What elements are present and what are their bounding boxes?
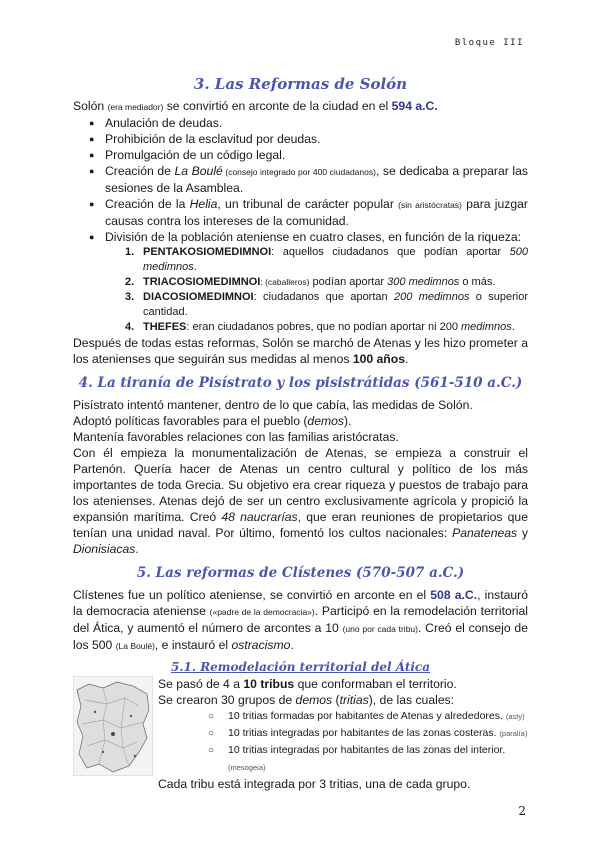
subsection-line: Se crearon 30 grupos de demos (tritias), de las cuales: (158, 693, 455, 707)
section-4-paragraph: Con él empieza la monumentalización de Atenas, se empieza a construir el Partenón. Quería hacer de Atenas un centro cultural y político de los más importantes de toda Grecia. Su objetivo era crear riqueza y puestos de trabajo para los atenienses. Atenas dejó de ser un centro exclusivamente agrícola y propició la expansión marítima. Creó 48 naucrarías, que eran reuniones de propietarios que tenían una unidad naval. Por último, fomentó los cultos nacionales: Panateneas y Dionisiacas. (73, 446, 528, 556)
section-3-outro: Después de todas estas reformas, Solón se marchó de Atenas y les hizo prometer a los atenienses que seguirán sus medidas al menos 100 años. (73, 336, 528, 366)
section-5-paragraph: Clístenes fue un político ateniense, se convirtió en arconte en el 508 a.C., instauró la democracia ateniense («padre de la democracia»). Participó en la remodelación territorial del Ática, y aumentó el número de arcontes a 10 (uno por cada tribu). Creó el consejo de los 500 (La Boulé), e instauró el ostracismo. (73, 588, 528, 652)
subsection-5-1-title: 5.1. Remodelación territorial del Ática (170, 660, 431, 674)
section-4-title: 4. La tiranía de Pisístrato y los pisistrátidas (561-510 a.C.) (78, 375, 523, 391)
subsection-5-1-body (73, 676, 528, 792)
section-4-line: Mantenía favorables relaciones con las familias aristócratas. (73, 430, 399, 444)
list-item: 1. PENTAKOSIOMEDIMNOI: aquellos ciudadanos que podían aportar 500 medimnos. (125, 246, 528, 273)
running-header: Bloque III (454, 38, 524, 48)
list-item: ● División de la población ateniense en cuatro clases, en función de la riqueza: (89, 229, 528, 245)
list-item: ○ 10 tritias formadas por habitantes de Atenas y alrededores. (asty) (208, 708, 528, 725)
list-item: ● Creación de la Helia, un tribunal de carácter popular (sin aristócratas) para juzgar causas contra los intereses de la comunidad. (89, 196, 528, 229)
page-content (73, 72, 528, 792)
list-item: ○ 10 tritias integradas por habitantes de las zonas del interior. (mesogeia) (208, 742, 528, 776)
list-item: ● Promulgación de un código legal. (89, 147, 528, 163)
list-item: ● Creación de La Boulé (consejo integrado por 400 ciudadanos), se dedicaba a preparar las sesiones de la Asamblea. (89, 163, 528, 196)
page-number: 2 (518, 804, 526, 818)
tritias-list (158, 708, 528, 776)
section-5-title: 5. Las reformas de Clístenes (570-507 a.C.) (136, 565, 465, 581)
subsection-line: Cada tribu está integrada por 3 tritias, una de cada grupo. (158, 777, 471, 791)
section-4-line: Pisístrato intentó mantener, dentro de lo que cabía, las medidas de Solón. (73, 398, 473, 412)
section-3-intro: Solón (era mediador) se convirtió en arconte de la ciudad en el 594 a.C. (73, 99, 438, 113)
section-3-title: 3. Las Reformas de Solón (193, 75, 408, 93)
section-4-line: Adoptó políticas favorables para el pueblo (demos). (73, 414, 352, 428)
social-classes-list (73, 245, 528, 335)
list-item: ○ 10 tritias integradas por habitantes de las zonas costeras. (paralía) (208, 725, 528, 742)
list-item: 4. THEFES: eran ciudadanos pobres, que no podían aportar ni 200 medimnos. (125, 321, 515, 333)
solon-reforms-list (73, 115, 528, 245)
list-item: ● Prohibición de la esclavitud por deudas. (89, 131, 528, 147)
list-item: ● Anulación de deudas. (89, 115, 528, 131)
list-item: 2. TRIACOSIOMEDIMNOI: (caballeros) podían aportar 300 medimnos o más. (125, 276, 496, 288)
attica-map-image (73, 676, 153, 776)
subsection-line: Se pasó de 4 a 10 tribus que conformaban el territorio. (158, 677, 457, 691)
list-item: 3. DIACOSIOMEDIMNOI: ciudadanos que aportan 200 medimnos o superior cantidad. (125, 291, 528, 318)
